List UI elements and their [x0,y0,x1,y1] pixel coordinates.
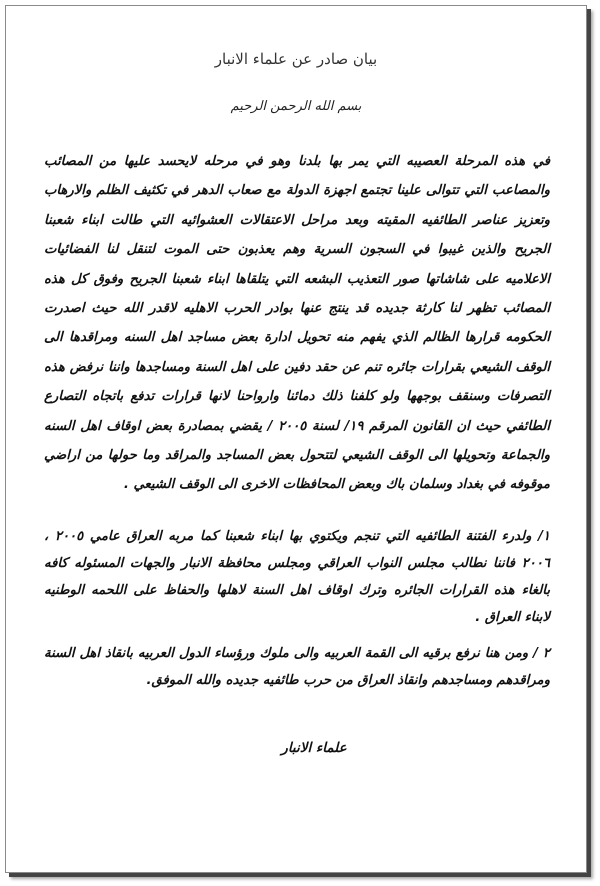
signature: علماء الانبار [281,740,347,756]
document-title: بيان صادر عن علماء الانبار [214,50,378,68]
intro-paragraph: في هذه المرحلة العصيبه التي يمر بها بلدنا وهو في مرحله لايحسد عليها من المصائب والمصاعب التي تتوالى علينا تجتمع اجهزة الدولة مع صعاب الدهر في تكثيف الظلم والارهاب وتعزيز عناصر الطائفيه المقيته وبعد مراحل الاعتقالات العشوائيه التي طالت ابناء شعبنا الجريح والذين غيبوا في السجون السرية وهم يعذبون حتى الموت لتنقل لنا الفضائيات الاعلاميه على شاشاتها صور التعذيب البشعه التي يتلقاها ابناء شعبنا الجريح وفوق كل هذه المصائب تظهر لنا كارثة جديده قد ينتج عنها بوادر الحرب الاهليه لاقدر الله حيث اصدرت الحكومه قرارها الظالم الذي يفهم منه تحويل ادارة بعض مساجد اهل السنه ومراقدها الى الوقف الشيعي بقرارات جائره تنم عن حقد دفين على اهل السنة ومساجدها واننا نرفض هذه التصرفات وسنقف بوجهها ولو كلفنا ذلك دمائنا وارواحنا لانها قرارات تدفع باتجاه التصارع الطائفي حيث ان القانون المرقم ١٩/ لسنة ٢٠٠٥ / يقضي بمصادرة بعض اوقاف اهل السنه والجماعة وتحويلها الى الوقف الشيعي لتتحول بعض المساجد والمراقد وما حولها من اراضي موقوفه في بغداد وسلمان باك وبعض المحافظات الاخرى الى الوقف الشيعي . [44,154,550,493]
document-page [5,5,587,873]
demand-point-2: ٢ / ومن هنا نرفع برقيه الى القمة العربيه والى ملوك ورؤساء الدول العربيه بانقاذ اهل السنة ومراقدهم ومساجدهم وانقاذ العراق من حرب طائفيه جديده والله الموفق. [44,646,550,688]
demand-point-1: ١/ ولدرء الفتنة الطائفيه التي تنجم ويكتوي بها ابناء شعبنا كما مربه العراق عامي ٢٠٠٥ ، ٢٠٠٦ فاننا نطالب مجلس النواب العراقي ومجلس محافظة الانبار والجهات المسئوله كافه بالغاء هذه القرارات الجائره وترك اوقاف اهل السنة لاهلها والحفاظ على اللحمه الوطنيه لابناء العراق . [44,529,550,625]
basmala: بسم الله الرحمن الرحيم [230,99,362,114]
